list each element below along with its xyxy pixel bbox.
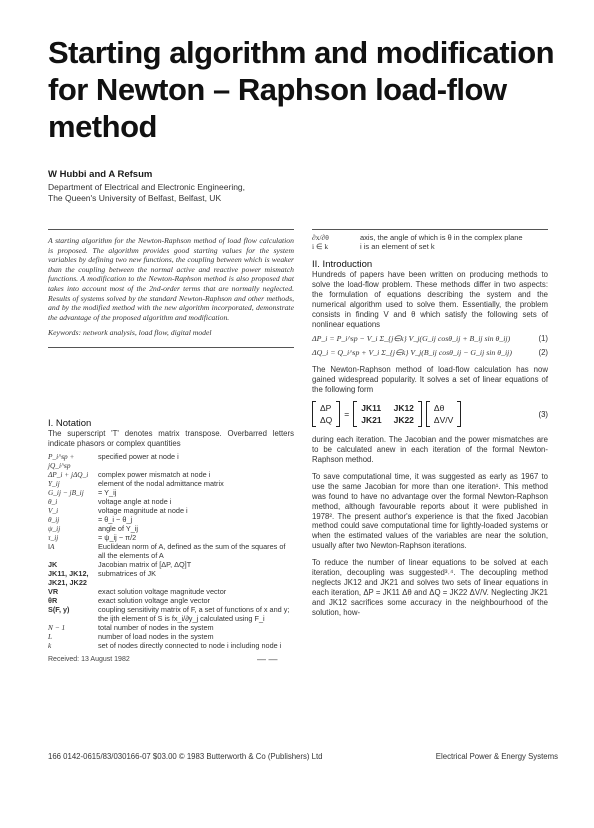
rhs-entry: ΔV/V bbox=[433, 415, 454, 426]
notation-symbol: τ_ij bbox=[48, 532, 59, 542]
jacobian-entry: JK12 bbox=[393, 403, 414, 414]
right-def-symbol: ∂x/∂θ bbox=[312, 233, 329, 242]
equation-2 bbox=[312, 348, 548, 357]
notation-definition: = ψ_ij − π/2 bbox=[98, 532, 137, 542]
notation-symbol: V_i bbox=[48, 505, 59, 515]
notation-intro: The superscript 'T' denotes matrix transpose. Overbarred letters indicate phasors or complex quantities bbox=[48, 429, 294, 448]
title-line: Starting algorithm and modification bbox=[48, 35, 555, 70]
intro-heading: II. Introduction bbox=[312, 259, 373, 270]
notation-symbol: JK bbox=[48, 559, 58, 569]
notation-definition: coupling sensitivity matrix of F, a set of functions of x and y; the ijth element of S is fx_i/∂y_j calculated using F_i bbox=[98, 604, 290, 623]
notation-item bbox=[48, 488, 294, 497]
notation-definition: element of the nodal admittance matrix bbox=[98, 478, 224, 488]
notation-definition: number of load nodes in the system bbox=[98, 631, 214, 641]
left-bracket bbox=[426, 401, 430, 427]
notation-item bbox=[48, 596, 294, 605]
notation-heading: I. Notation bbox=[48, 418, 92, 429]
lhs-entry: ΔP bbox=[320, 403, 332, 414]
right-def-text: axis, the angle of which is θ in the complex plane bbox=[360, 233, 523, 242]
abstract-top-rule bbox=[48, 229, 294, 230]
notation-item bbox=[48, 623, 294, 632]
title-line: for Newton – Raphson load-flow bbox=[48, 72, 507, 107]
abstract: A starting algorithm for the Newton-Raphson method of load flow calculation is proposed. The algorithm provides good starting values for the system variables by defining two new functions, the coupling between which is weaker than the coupling between the normal active and reactive power mismatch functions. A modification to the Newton-Raphson method is also proposed that takes into account most of the 2nd-order terms that are normally neglected. Results of systems solved by the standard Newton-Raphson and other methods, and by the modified method with the new algorithm incorporated, demonstrate the advantage of the proposed algorithm and modification. bbox=[48, 236, 294, 322]
right-def-item bbox=[312, 233, 548, 242]
notation-item bbox=[48, 470, 294, 479]
notation-item bbox=[48, 542, 294, 560]
notation-definition: total number of nodes in the system bbox=[98, 622, 214, 632]
authors: W Hubbi and A Refsum bbox=[48, 169, 153, 180]
notation-item bbox=[48, 641, 294, 650]
notation-definition: complex power mismatch at node i bbox=[98, 469, 211, 479]
right-bracket bbox=[418, 401, 422, 427]
affiliation-line: The Queen's University of Belfast, Belfast, UK bbox=[48, 193, 222, 203]
right-def-item bbox=[312, 242, 548, 251]
notation-definition: exact solution voltage angle vector bbox=[98, 595, 210, 605]
notation-item bbox=[48, 533, 294, 542]
notation-item bbox=[48, 452, 294, 470]
notation-item bbox=[48, 524, 294, 533]
notation-symbol: θ_ij bbox=[48, 514, 60, 524]
notation-symbol: θR bbox=[48, 595, 58, 605]
keywords: Keywords: network analysis, load flow, digital model bbox=[48, 328, 212, 338]
left-column bbox=[48, 229, 294, 348]
notation-symbol: S(F, y) bbox=[48, 604, 70, 614]
notation-symbol: k bbox=[48, 640, 52, 650]
notation-definition: angle of Y_ij bbox=[98, 523, 139, 533]
right-def-symbol: i ∈ k bbox=[312, 242, 329, 251]
notation-list bbox=[48, 452, 294, 650]
intro-paragraph-2: The Newton-Raphson method of load-flow calculation has now gained widespread popularity. It solves a set of linear equations of the following form bbox=[312, 365, 548, 395]
lhs-entry: ΔQ bbox=[320, 415, 333, 426]
equation-2-body: ΔQ_i = Q_i^sp + V_i Σ_{j∈k} V_j(B_ij cosθ_ij − G_ij sin θ_ij) bbox=[312, 348, 512, 358]
notation-item bbox=[48, 506, 294, 515]
intro-paragraph-1: Hundreds of papers have been written on producing methods to solve the load-flow problem. These methods differ in two aspects: the formulation of equations describing the system and the numerical algorithm used to solve them. Essentially, the problem consists in finding V and θ which satisfy the following sets of nonlinear equations bbox=[312, 270, 548, 329]
notation-item bbox=[48, 515, 294, 524]
lhs-vector bbox=[320, 402, 332, 426]
jacobian-entry: JK21 bbox=[361, 415, 382, 426]
notation-definition: = θ_i − θ_j bbox=[98, 514, 133, 524]
notation-item bbox=[48, 605, 294, 623]
rhs-vector bbox=[434, 402, 453, 426]
notation-definition: = Y_ij bbox=[98, 487, 117, 497]
equation-1-body: ΔP_i = P_i^sp − V_i Σ_{j∈k} V_j(G_ij cosθ_ij + B_ij sin θ_ij) bbox=[312, 334, 511, 344]
notation-item bbox=[48, 479, 294, 488]
abstract-bottom-rule bbox=[48, 347, 294, 348]
notation-symbol: L bbox=[48, 631, 53, 641]
matrix-body bbox=[312, 401, 461, 427]
matrix-equation bbox=[312, 401, 548, 427]
notation-definition: exact solution voltage magnitude vector bbox=[98, 586, 227, 596]
rhs-entry: Δθ bbox=[433, 403, 445, 414]
notation-symbol: VR bbox=[48, 586, 59, 596]
jacobian-entry: JK22 bbox=[393, 415, 414, 426]
notation-symbol: ψ_ij bbox=[48, 523, 61, 533]
notation-symbol: θ_i bbox=[48, 496, 58, 506]
notation-item bbox=[48, 497, 294, 506]
notation-item bbox=[48, 587, 294, 596]
footer-right: Electrical Power & Energy Systems bbox=[435, 752, 558, 761]
right-bracket bbox=[457, 401, 461, 427]
paper-title bbox=[48, 34, 568, 145]
jacobian-entry: JK11 bbox=[361, 403, 382, 414]
footer-left: 166 0142-0615/83/030166-07 $03.00 © 1983 Butterworth & Co (Publishers) Ltd bbox=[48, 752, 323, 761]
notation-item bbox=[48, 560, 294, 569]
notation-symbol: Y_ij bbox=[48, 478, 60, 488]
notation-definition: Euclidean norm of A, defined as the sum of the squares of all the elements of A bbox=[98, 541, 286, 560]
left-bracket bbox=[312, 401, 316, 427]
equation-1 bbox=[312, 334, 548, 343]
notation-section bbox=[48, 418, 294, 650]
separator-dash: — — bbox=[257, 654, 278, 664]
notation-definition: set of nodes directly connected to node i including node i bbox=[98, 640, 282, 650]
notation-symbol: ‖A bbox=[48, 541, 55, 551]
notation-symbol: JK11, JK12, JK21, JK22 bbox=[48, 568, 89, 587]
left-bracket bbox=[353, 401, 357, 427]
jacobian-matrix bbox=[361, 402, 414, 426]
notation-symbol: N − 1 bbox=[48, 622, 66, 632]
notation-symbol: ΔP_i + jΔQ_i bbox=[48, 469, 89, 479]
equation-1-number: (1) bbox=[538, 334, 548, 344]
page-footer bbox=[48, 752, 558, 761]
notation-symbol: P_i^sp + jQ_i^sp bbox=[48, 451, 75, 470]
notation-definition: voltage angle at node i bbox=[98, 496, 172, 506]
equals-sign: = bbox=[344, 409, 350, 420]
right-top-rule bbox=[312, 229, 548, 230]
notation-definition: submatrices of JK bbox=[98, 568, 156, 578]
title-line: method bbox=[48, 109, 157, 144]
equation-3-number: (3) bbox=[538, 409, 548, 419]
intro-paragraph-5: To reduce the number of linear equations to be solved at each iteration, decoupling was suggested³˒⁴. The decoupling method neglects JK12 and JK21 and solves two sets of linear equations in each iteration, ΔP = JK11 Δθ and ΔQ = JK22 ΔV/V. Neglecting JK21 and JK12 sacrifices some accuracy in the neighbourhood of the solution, how- bbox=[312, 558, 548, 617]
notation-item bbox=[48, 632, 294, 641]
notation-definition: specified power at node i bbox=[98, 451, 179, 461]
affiliation bbox=[48, 182, 245, 204]
equation-2-number: (2) bbox=[538, 348, 548, 358]
notation-item bbox=[48, 569, 294, 587]
notation-symbol: G_ij − jB_ij bbox=[48, 487, 84, 497]
right-def-text: i is an element of set k bbox=[360, 242, 435, 251]
received-date: Received: 13 August 1982 bbox=[48, 656, 130, 663]
right-bracket bbox=[336, 401, 340, 427]
intro-paragraph-4: To save computational time, it was suggested as early as 1967 to use the same Jacobian for more than one iteration¹. This method was found to have no advantage over the formal Newton-Raphson method, although favourable reports about it were published in 1978². The present author's experience is that the fixed Jacobian method could save computational time for lightly-loaded systems or when the estimated values of the variables are near the solution, usually after two Newton-Raphson iterations. bbox=[312, 471, 548, 551]
notation-definition: voltage magnitude at node i bbox=[98, 505, 188, 515]
affiliation-line: Department of Electrical and Electronic Engineering, bbox=[48, 182, 246, 192]
right-column bbox=[312, 229, 548, 618]
intro-paragraph-3: during each iteration. The Jacobian and the power mismatches are to be calculated anew in each iteration of the formal Newton-Raphson method. bbox=[312, 435, 548, 464]
notation-definition: Jacobian matrix of [ΔP, ΔQ]T bbox=[98, 559, 192, 569]
